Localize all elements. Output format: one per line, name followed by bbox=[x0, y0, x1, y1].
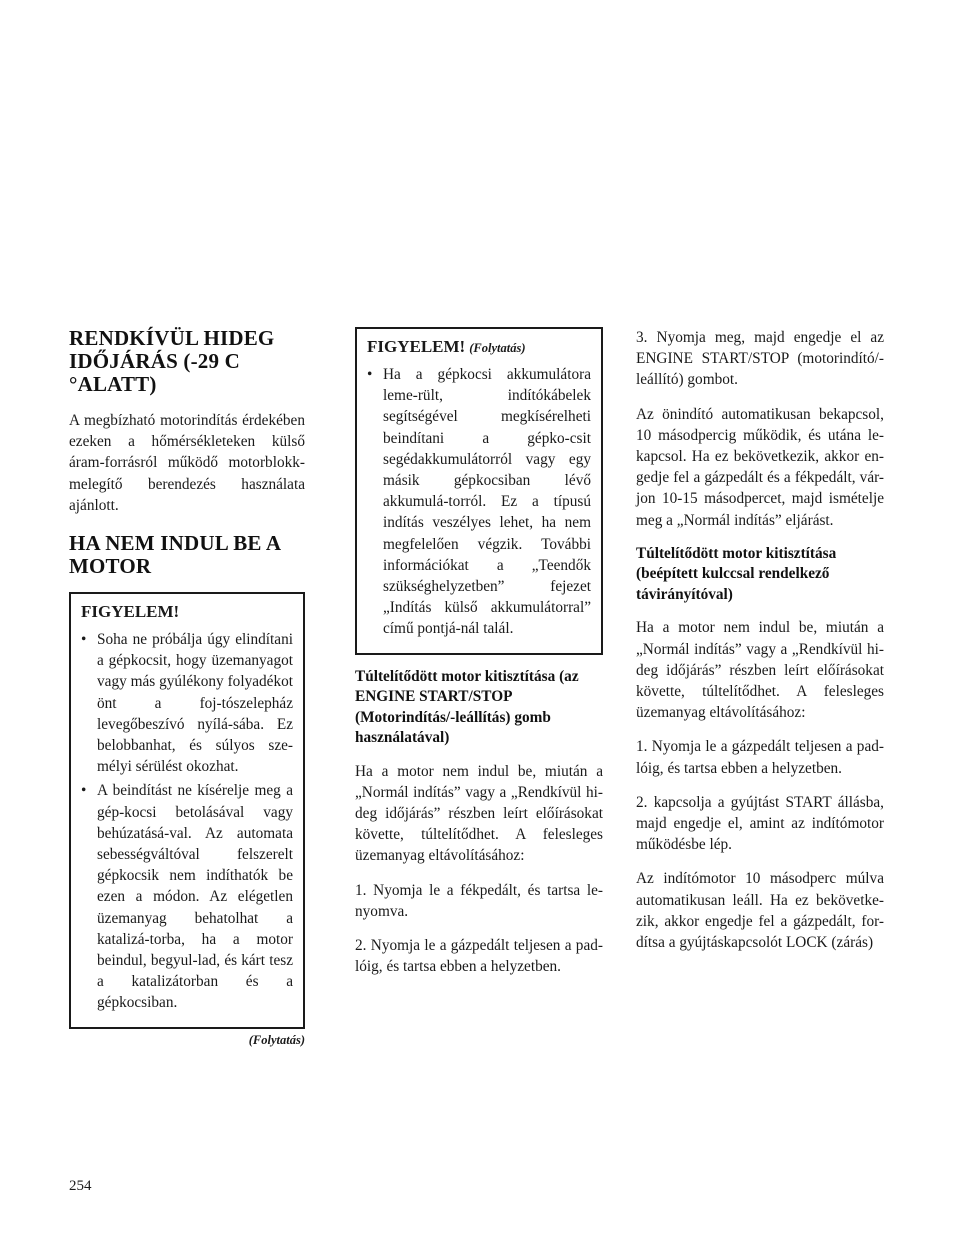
subheading-flooded-engine-key: Túltelítődött motor kitisztítása (beépített kulccsal rendelkező távirányítóval) bbox=[636, 544, 837, 603]
step-1: 1. Nyomja le a fékpedált, és tartsa le-nyomva. bbox=[355, 881, 603, 920]
warning-item bbox=[367, 364, 591, 640]
warning-item-text: A beindítást ne kísérelje meg a gép-kocsi betolásával vagy behúzatásá-val. Az automata sebességváltóval felszerelt gépkocsik nem indíthatók be ezen a módon. Az elégetlen üzemanyag behatolhat a katalizá-torba, ha a motor beindul, begyul-lad, és kárt tesz a katalizátorban és a gépkocsiban. bbox=[97, 782, 293, 1012]
subheading-flooded-engine-button: Túltelítődött motor kitisztítása (az ENGINE START/STOP (Motorindítás/-leállítás) gomb használatával) bbox=[355, 667, 579, 747]
warning-item-text: Soha ne próbálja úgy elindítani a gépkocsit, hogy üzemanyagot vagy más gyúlékony folyadékot önt a foj-tószelepház levegőbeszívó nyílá-sába. Ez belobbanhat, és súlyos sze-mélyi sérülést okozhat. bbox=[97, 631, 293, 776]
page-number: 254 bbox=[69, 1178, 92, 1194]
paragraph-starter-auto: Az önindító automatikusan bekapcsol, 10 másodpercig működik, és utána le-kapcsol. Ha ez bekövetkezik, akkor en-gedje fel a gázpedált és a fékpedált, vár-jon 10-15 másodpercet, majd ismételje meg a „Normál indítás” eljárást. bbox=[636, 405, 884, 529]
warning-item bbox=[81, 780, 293, 1013]
column-middle bbox=[355, 327, 603, 990]
step-2-key: 2. kapcsolja a gyújtást START állásba, majd engedje el, amint az indítómotor működésbe lép. bbox=[636, 793, 884, 854]
paragraph-starter-stop: Az indítómotor 10 másodperc múlva automatikusan leáll. Ha ez bekövetke-zik, akkor engedje fel a gázpedált, for-dítsa a gyújtáskapcsolót LOCK (zárás) bbox=[636, 870, 884, 951]
warning-title-text: FIGYELEM! bbox=[367, 337, 466, 356]
continued-label: (Folytatás) bbox=[469, 341, 526, 355]
warning-box bbox=[69, 592, 305, 1029]
warning-title: FIGYELEM! bbox=[81, 602, 180, 622]
warning-title bbox=[367, 337, 591, 357]
paragraph-block-heater: A megbízható motorindítás érdekében ezeken a hőmérsékleteken külső áram-forrásról működő motorblokk-melegítő berendezés használata ajánlott. bbox=[69, 412, 305, 514]
step-2: 2. Nyomja le a gázpedált teljesen a pad-lóig, és tartsa ebben a helyzetben. bbox=[355, 937, 603, 976]
warning-box-continued bbox=[355, 327, 603, 655]
continued-label: (Folytatás) bbox=[248, 1032, 305, 1047]
column-left bbox=[69, 327, 305, 1048]
warning-item bbox=[81, 629, 293, 777]
bullet-icon: • bbox=[81, 631, 87, 649]
paragraph-flooded-intro-key: Ha a motor nem indul be, miután a „Normál indítás” vagy a „Rendkívül hi-deg időjárás” részben leírt előírásokat követte, túltelítődhet. A felesleges üzemanyag eltávolításához: bbox=[636, 619, 884, 722]
bullet-icon: • bbox=[81, 782, 87, 800]
paragraph-flooded-intro: Ha a motor nem indul be, miután a „Normál indítás” vagy a „Rendkívül hi-deg időjárás” részben leírt előírásokat követte, túltelítődhet. A felesleges üzemanyag eltávolításához: bbox=[355, 762, 603, 865]
bullet-icon: • bbox=[367, 366, 373, 383]
section-heading-engine-fails: HA NEM INDUL BE A MOTOR bbox=[69, 531, 281, 579]
warning-list bbox=[367, 364, 591, 640]
warning-list bbox=[81, 629, 293, 1014]
step-1-key: 1. Nyomja le a gázpedált teljesen a pad-lóig, és tartsa ebben a helyzetben. bbox=[636, 738, 884, 777]
step-3: 3. Nyomja meg, majd engedje el az ENGINE START/STOP (motorindító/-leállító) gombot. bbox=[636, 329, 884, 389]
section-heading-extreme-cold: RENDKÍVÜL HIDEG IDŐJÁRÁS (-29 C °ALATT) bbox=[69, 326, 275, 396]
column-right bbox=[636, 327, 884, 966]
warning-item-text: Ha a gépkocsi akkumulátora leme-rült, indítókábelek segítségével megkísérelheti beindítani a gépko-csit segédakkumulátorról vagy egy másik gépkocsiban lévő akkumulá-torról. Ez a típusú indítás veszélyes lehet, ha nem megfelelően végzik. További információkat a „Teendők szükséghelyzetben” fejezet „Indítás külső akkumulátorral” című pontjá-nál talál. bbox=[383, 366, 591, 638]
